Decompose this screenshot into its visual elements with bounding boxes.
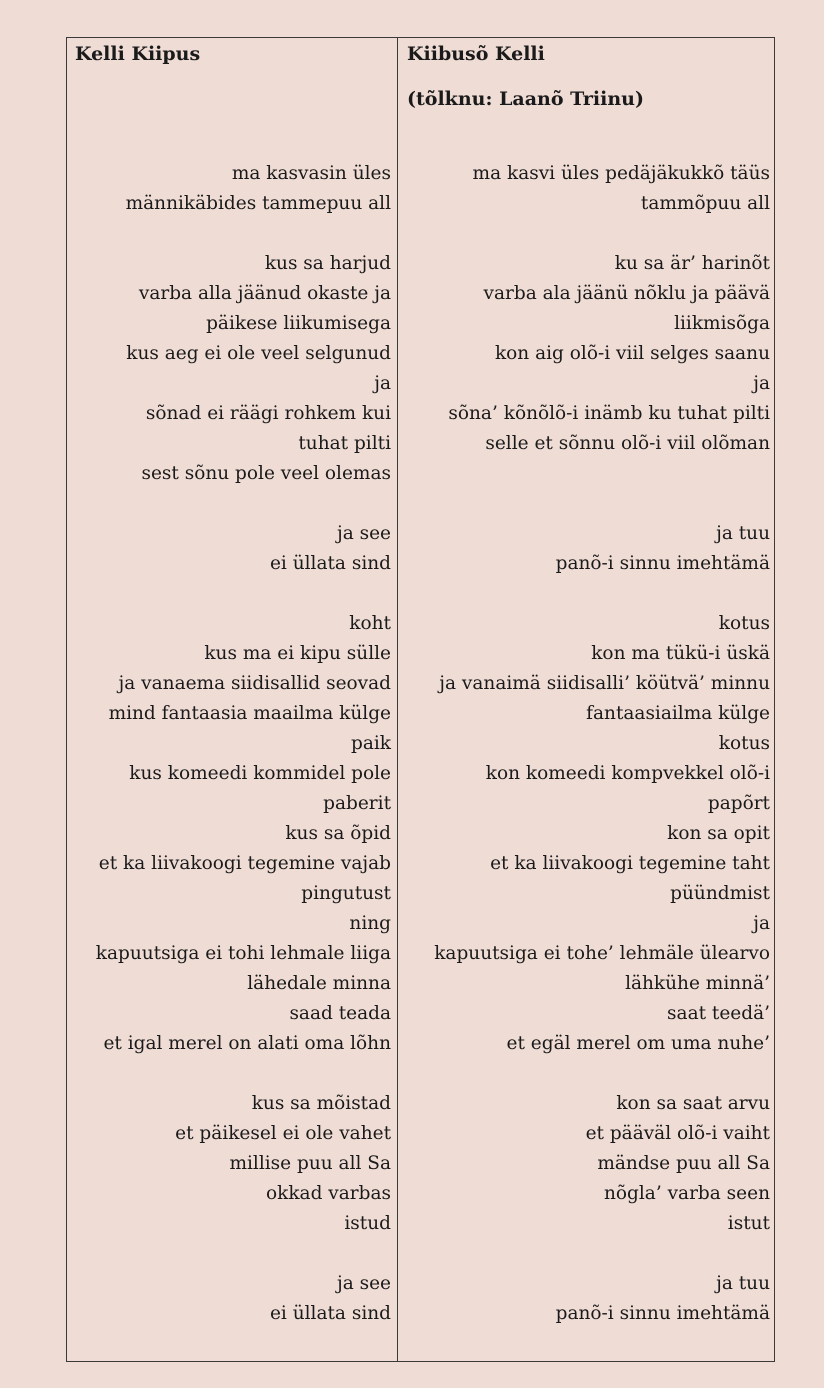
poem-line: [71, 219, 391, 249]
poem-line: kus ma ei kipu sülle: [204, 643, 391, 664]
poem-line: lähedale minna: [247, 973, 391, 994]
poem-line: ja tuu: [716, 1273, 770, 1294]
poem-line: ja see: [336, 1273, 391, 1294]
poem-line: koht: [349, 613, 391, 634]
poem-line: tammõpuu all: [640, 193, 770, 214]
poem-line: ja see: [336, 523, 391, 544]
poem-line: [402, 459, 770, 489]
poem-line: saat teedä’: [667, 1003, 770, 1024]
poem-line: istut: [727, 1213, 770, 1234]
poem-line: millise puu all Sa: [229, 1153, 391, 1174]
translated-poem-title: Kiibusõ Kelli: [407, 43, 545, 65]
poem-line: pingutust: [301, 883, 391, 904]
poem-line: kus aeg ei ole veel selgunud: [126, 343, 391, 364]
poem-line: et ka liivakoogi tegemine vajab: [98, 853, 391, 874]
poem-line: ning: [349, 913, 391, 934]
poem-line: mändse puu all Sa: [597, 1153, 770, 1174]
poem-line: mind fantaasia maailma külge: [108, 703, 391, 724]
poem-line: ei üllata sind: [269, 1303, 391, 1324]
poem-line: panõ-i sinnu imehtämä: [555, 553, 770, 574]
poem-line: panõ-i sinnu imehtämä: [555, 1303, 770, 1324]
poem-line: nõgla’ varba seen: [604, 1183, 770, 1204]
poem-line: kotus: [718, 613, 770, 634]
poem-line: tuhat pilti: [298, 433, 391, 454]
poem-line: kon sa saat arvu: [616, 1093, 770, 1114]
poem-line: lähkühe minnä’: [625, 973, 770, 994]
poem-line: sõnad ei räägi rohkem kui: [145, 403, 391, 424]
poem-line: ja vanaimä siidisalli’ köütvä’ minnu: [439, 673, 770, 694]
poem-line: ja tuu: [716, 523, 770, 544]
poem-line: ei üllata sind: [269, 553, 391, 574]
poem-line: [71, 1059, 391, 1089]
poem-line: fantaasiailma külge: [586, 703, 770, 724]
translator-credit: (tõlknu: Laanõ Triinu): [407, 88, 644, 110]
poem-line: ja: [753, 913, 770, 934]
poem-line: kus komeedi kommidel pole: [129, 763, 391, 784]
poem-line: et igal merel on alati oma lõhn: [103, 1033, 391, 1054]
poem-line: selle et sõnnu olõ-i viil olõman: [485, 433, 770, 454]
poem-line: liikmisõga: [674, 313, 770, 334]
poem-line: männikäbides tammepuu all: [125, 193, 391, 214]
poem-line: ma kasvasin üles: [231, 163, 391, 184]
poem-line: kus sa harjud: [264, 253, 391, 274]
poem-line: et egäl merel om uma nuhe’: [506, 1033, 770, 1054]
poem-line: kapuutsiga ei tohe’ lehmäle ülearvo: [434, 943, 770, 964]
poem-line: päikese liikumisega: [206, 313, 391, 334]
poem-line: istud: [344, 1213, 391, 1234]
poem-line: [402, 489, 770, 519]
poem-line: [71, 489, 391, 519]
poem-line: paberit: [323, 793, 391, 814]
poem-line: [71, 579, 391, 609]
poem-line: ja vanaema siidisallid seovad: [118, 673, 391, 694]
poem-line: kus sa õpid: [285, 823, 391, 844]
poem-line: kon sa opit: [667, 823, 770, 844]
poem-line: kotus: [718, 733, 770, 754]
poem-line: kus sa mõistad: [251, 1093, 391, 1114]
poem-line: saad teada: [289, 1003, 391, 1024]
poem-line: ku sa är’ harinõt: [614, 253, 770, 274]
poem-line: kon ma tükü-i üskä: [591, 643, 770, 664]
poem-translation-table: [66, 37, 775, 1362]
poem-line: ja: [374, 373, 391, 394]
poem-line: ja: [753, 373, 770, 394]
poem-line: ma kasvi üles pedäjäkukkõ täüs: [472, 163, 770, 184]
poem-line: varba alla jäänud okaste ja: [138, 283, 391, 304]
poem-line: [402, 1059, 770, 1089]
poem-line: okkad varbas: [265, 1183, 391, 1204]
poem-line: et päikesel ei ole vahet: [175, 1123, 391, 1144]
original-poem-title: Kelli Kiipus: [75, 43, 201, 65]
poem-line: papõrt: [707, 793, 770, 814]
original-poem-column: [67, 38, 397, 1361]
poem-line: püündmist: [670, 883, 770, 904]
poem-line: kon aig olõ-i viil selges saanu: [494, 343, 770, 364]
poem-line: [71, 1239, 391, 1269]
poem-line: varba ala jäänü nõklu ja päävä: [483, 283, 770, 304]
poem-line: kon komeedi kompvekkel olõ-i: [485, 763, 770, 784]
poem-line: [402, 579, 770, 609]
poem-line: sest sõnu pole veel olemas: [141, 463, 391, 484]
poem-line: [402, 1239, 770, 1269]
poem-line: kapuutsiga ei tohi lehmale liiga: [95, 943, 391, 964]
poem-line: sõna’ kõnõlõ-i inämb ku tuhat pilti: [448, 403, 770, 424]
poem-line: et pääväl olõ-i vaiht: [585, 1123, 770, 1144]
poem-line: [402, 219, 770, 249]
translated-poem-lines: [402, 159, 770, 1329]
poem-line: paik: [351, 733, 391, 754]
original-poem-lines: [71, 159, 391, 1329]
translated-poem-column: [398, 38, 776, 1361]
poem-line: et ka liivakoogi tegemine taht: [490, 853, 770, 874]
